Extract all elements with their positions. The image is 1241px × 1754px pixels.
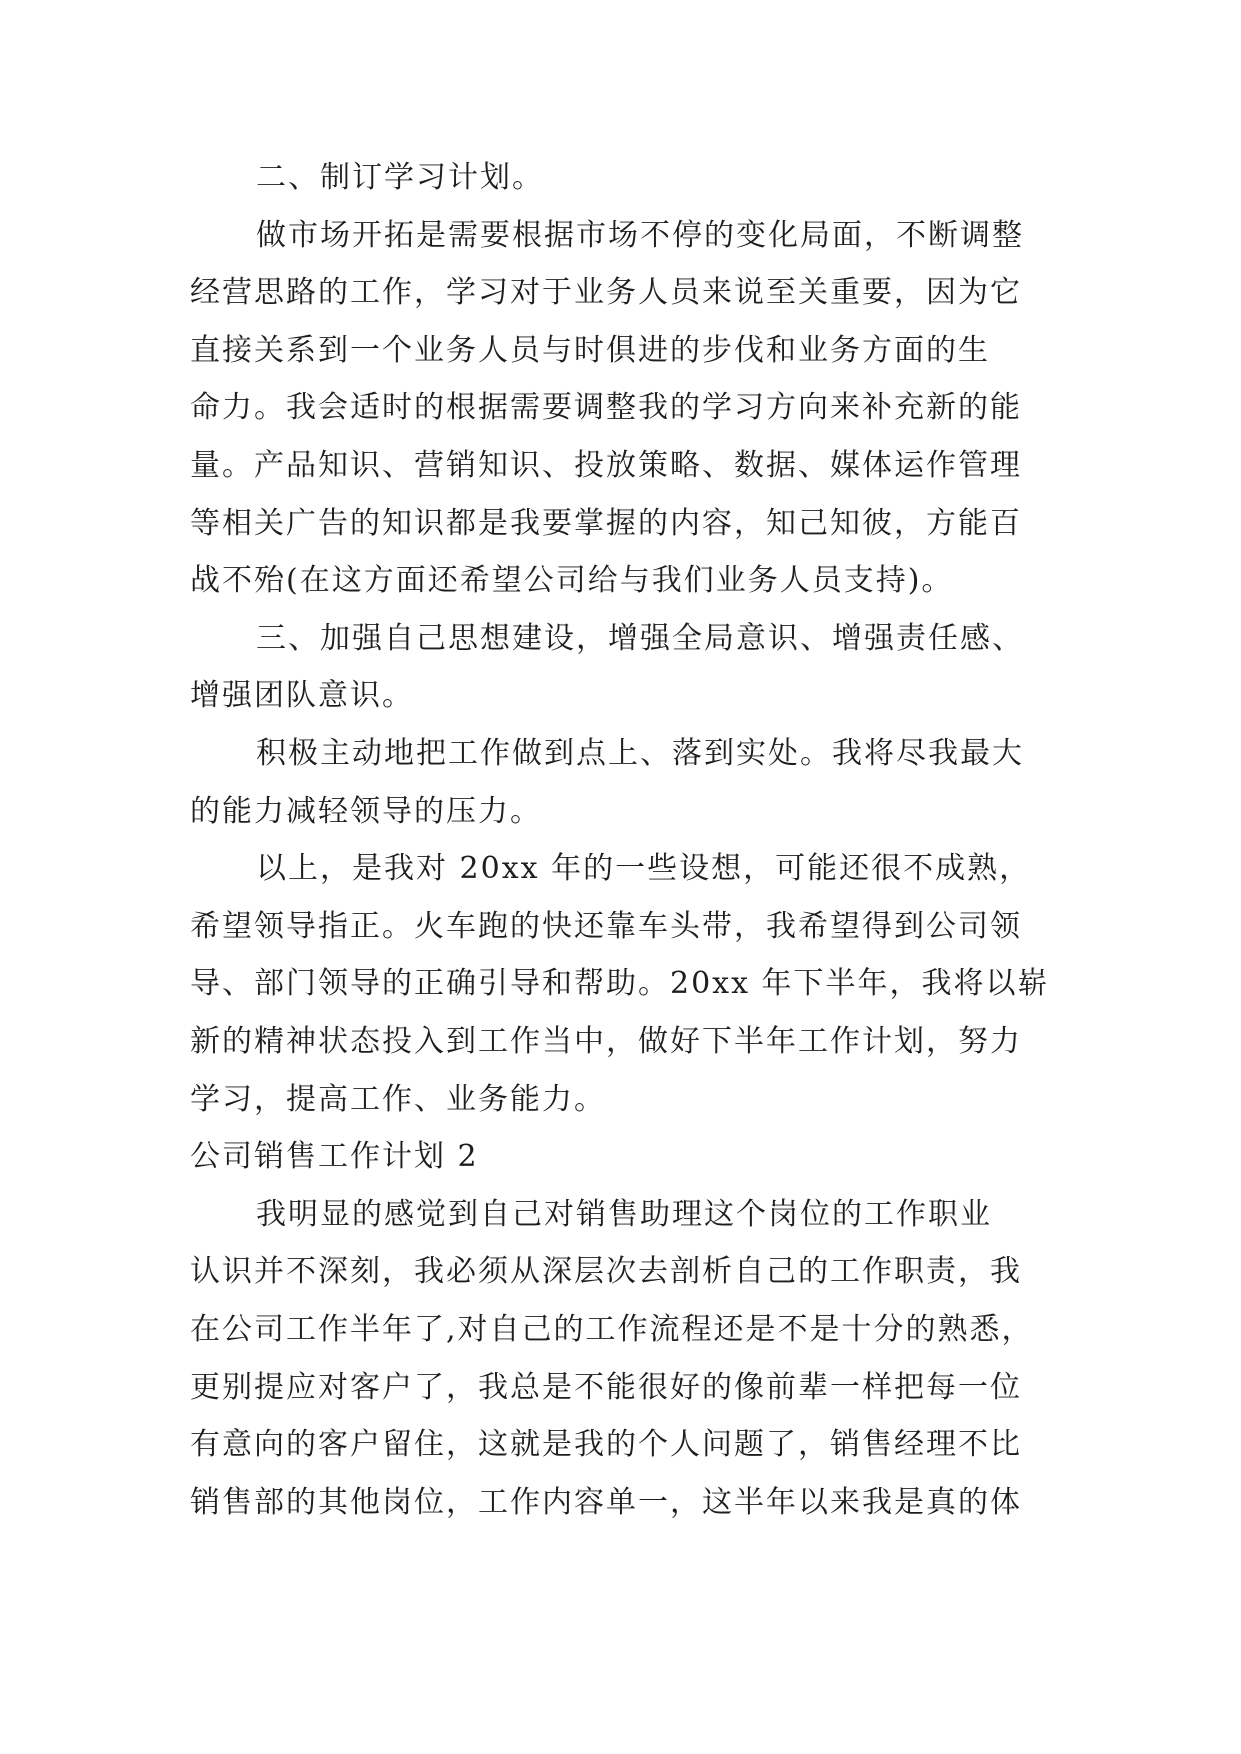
text-line: 销售部的其他岗位，工作内容单一，这半年以来我是真的体	[190, 1484, 1022, 1520]
text-line: 希望领导指正。火车跑的快还靠车头带，我希望得到公司领	[190, 908, 1022, 944]
text-line: 我明显的感觉到自己对销售助理这个岗位的工作职业	[256, 1196, 992, 1232]
text-line: 学习，提高工作、业务能力。	[190, 1081, 606, 1117]
text-line: 在公司工作半年了,对自己的工作流程还是不是十分的熟悉，	[190, 1312, 1034, 1347]
text-line: 直接关系到一个业务人员与时俱进的步伐和业务方面的生	[190, 332, 990, 368]
text-line: 的能力减轻领导的压力。	[190, 793, 542, 829]
text-line: 等相关广告的知识都是我要掌握的内容，知己知彼，方能百	[190, 505, 1022, 541]
text-line: 更别提应对客户了，我总是不能很好的像前辈一样把每一位	[190, 1369, 1022, 1405]
text-line: 做市场开拓是需要根据市场不停的变化局面，不断调整	[256, 217, 1024, 253]
text-line: 三、加强自己思想建设，增强全局意识、增强责任感、	[256, 620, 1024, 656]
text-line: 战不殆(在这方面还希望公司给与我们业务人员支持)。	[190, 563, 954, 599]
text-line: 新的精神状态投入到工作当中，做好下半年工作计划，努力	[190, 1024, 1022, 1059]
text-line: 二、制订学习计划。	[256, 160, 544, 195]
text-line: 有意向的客户留住，这就是我的个人问题了，销售经理不比	[190, 1427, 1022, 1463]
text-line: 积极主动地把工作做到点上、落到实处。我将尽我最大	[256, 736, 1024, 771]
text-line: 导、部门领导的正确引导和帮助。20xx 年下半年，我将以崭	[190, 966, 1050, 1002]
text-line: 增强团队意识。	[190, 678, 414, 714]
text-line: 认识并不深刻，我必须从深层次去剖析自己的工作职责，我	[190, 1254, 1022, 1290]
text-line: 经营思路的工作，学习对于业务人员来说至关重要，因为它	[190, 275, 1022, 311]
text-line: 量。产品知识、营销知识、投放策略、数据、媒体运作管理	[190, 448, 1022, 483]
text-line: 命力。我会适时的根据需要调整我的学习方向来补充新的能	[190, 390, 1022, 426]
section-heading: 公司销售工作计划 2	[190, 1139, 479, 1175]
text-line: 以上，是我对 20xx 年的一些设想，可能还很不成熟，	[256, 851, 1032, 887]
